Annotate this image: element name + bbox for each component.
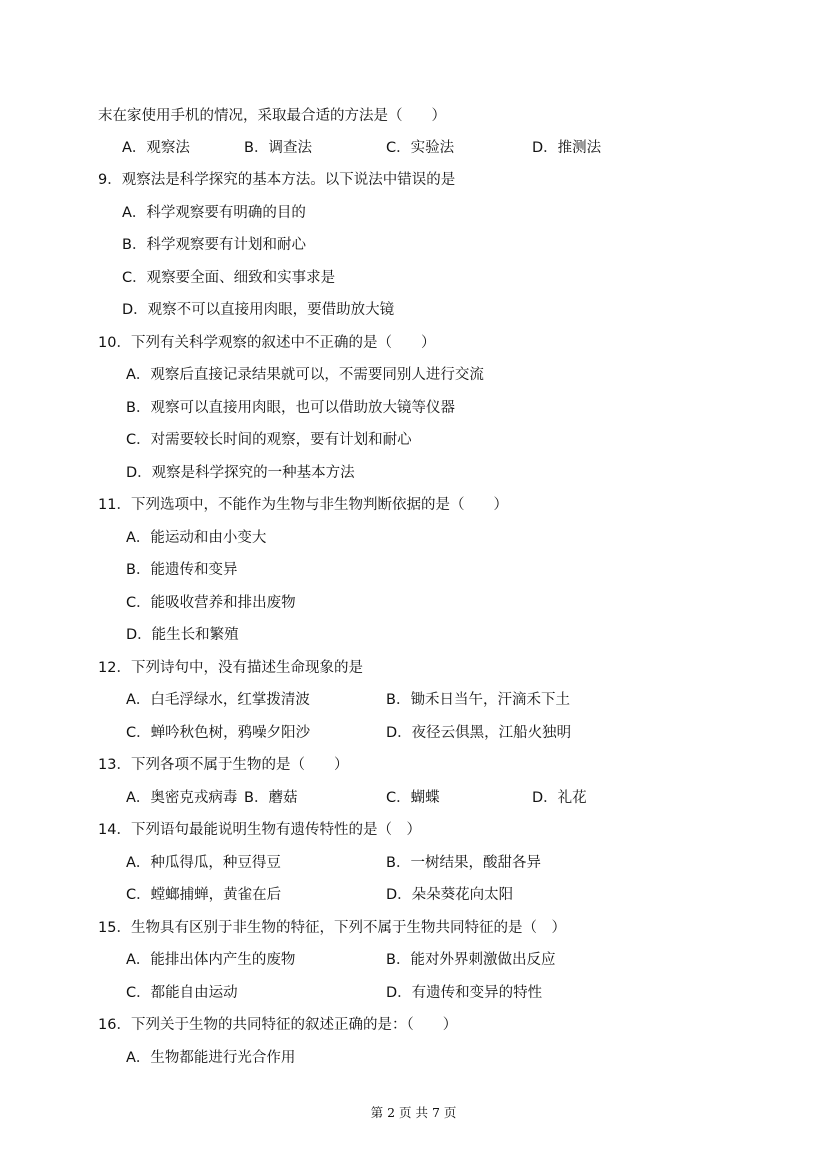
q9-option-c: C．观察要全面、细致和实事求是	[122, 270, 336, 286]
q14-option-a: A．种瓜得瓜，种豆得豆	[126, 855, 281, 871]
question-9: 9．观察法是科学探究的基本方法。以下说法中错误的是	[98, 172, 456, 188]
question-11: 11．下列选项中，不能作为生物与非生物判断依据的是（ ）	[98, 497, 508, 513]
q15-option-b: B．能对外界刺激做出反应	[386, 952, 556, 968]
q9-option-a: A．科学观察要有明确的目的	[122, 205, 306, 221]
q14-option-c: C．螳螂捕蝉，黄雀在后	[126, 887, 282, 903]
q15-option-d: D．有遗传和变异的特性	[386, 985, 543, 1001]
q12-option-c: C．蝉吟秋色树，鸦噪夕阳沙	[126, 725, 311, 741]
question-13: 13．下列各项不属于生物的是（ ）	[98, 757, 349, 773]
q11-option-b: B．能遗传和变异	[126, 562, 238, 578]
q8-option-b: B．调查法	[244, 140, 312, 156]
q10-option-b: B．观察可以直接用肉眼，也可以借助放大镜等仪器	[126, 400, 455, 416]
q8-option-a: A．观察法	[122, 140, 190, 156]
q12-option-b: B．锄禾日当午，汗滴禾下土	[386, 692, 570, 708]
q9-option-d: D．观察不可以直接用肉眼，要借助放大镜	[122, 302, 395, 318]
q8-option-c: C．实验法	[386, 140, 455, 156]
q15-option-c: C．都能自由运动	[126, 985, 238, 1001]
q12-option-d: D．夜径云俱黑，江船火独明	[386, 725, 572, 741]
question-16: 16．下列关于生物的共同特征的叙述正确的是：（ ）	[98, 1017, 458, 1033]
q11-option-c: C．能吸收营养和排出废物	[126, 595, 296, 611]
q13-option-c: C．蝴蝶	[386, 790, 440, 806]
q8-option-d: D．推测法	[532, 140, 602, 156]
q13-option-a: A．奥密克戎病毒	[126, 790, 238, 806]
q13-option-d: D．礼花	[532, 790, 587, 806]
q16-option-a: A．生物都能进行光合作用	[126, 1050, 296, 1066]
q14-option-b: B．一树结果，酸甜各异	[386, 855, 541, 871]
page-footer: 第 2 页 共 7 页	[370, 1105, 457, 1120]
q11-option-a: A．能运动和由小变大	[126, 530, 267, 546]
q10-option-c: C．对需要较长时间的观察，要有计划和耐心	[126, 432, 412, 448]
q13-option-b: B．蘑菇	[244, 790, 298, 806]
question-14: 14．下列语句最能说明生物有遗传特性的是（ ）	[98, 822, 421, 838]
question-8-continuation: 末在家使用手机的情况，采取最合适的方法是（ ）	[98, 108, 446, 124]
question-12: 12．下列诗句中，没有描述生命现象的是	[98, 660, 363, 676]
q11-option-d: D．能生长和繁殖	[126, 627, 239, 643]
q15-option-a: A．能排出体内产生的废物	[126, 952, 296, 968]
question-15: 15．生物具有区别于非生物的特征，下列不属于生物共同特征的是（ ）	[98, 920, 566, 936]
q10-option-d: D．观察是科学探究的一种基本方法	[126, 465, 355, 481]
q12-option-a: A．白毛浮绿水，红掌拨清波	[126, 692, 310, 708]
q10-option-a: A．观察后直接记录结果就可以，不需要同别人进行交流	[126, 367, 484, 383]
q9-option-b: B．科学观察要有计划和耐心	[122, 237, 306, 253]
q14-option-d: D．朵朵葵花向太阳	[386, 887, 514, 903]
question-10: 10．下列有关科学观察的叙述中不正确的是（ ）	[98, 335, 436, 351]
